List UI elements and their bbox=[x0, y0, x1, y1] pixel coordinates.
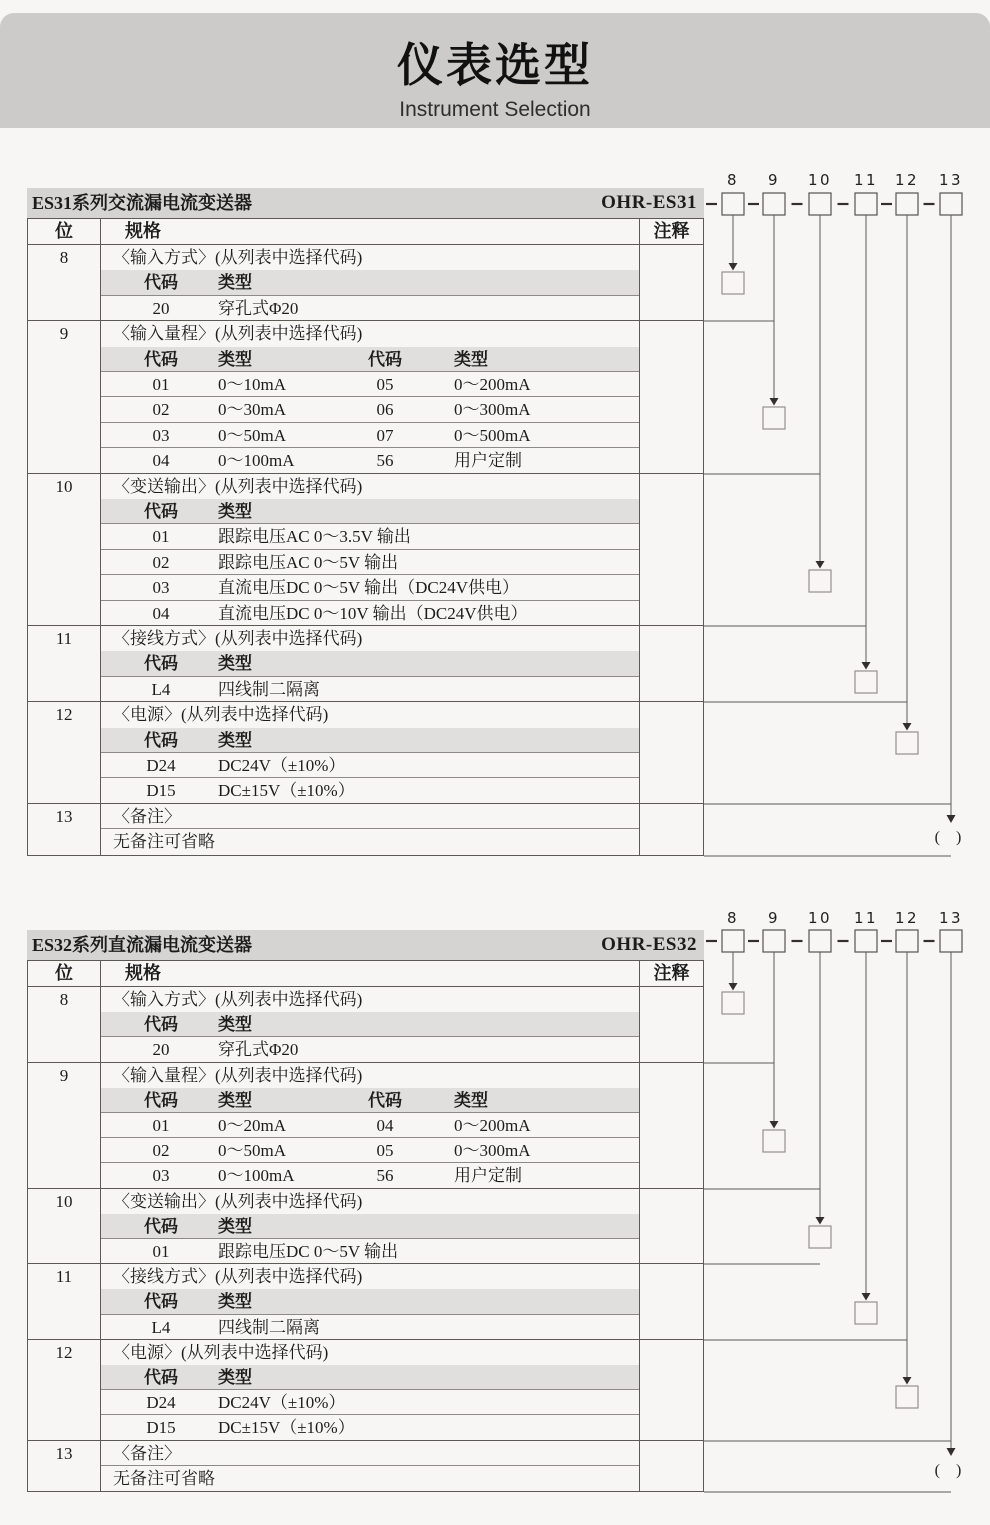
section-note bbox=[640, 1264, 703, 1339]
cell-code: 02 bbox=[152, 1141, 170, 1161]
cell-code: 02 bbox=[152, 400, 170, 420]
col-header-spec: 规格 bbox=[101, 219, 640, 244]
section-position: 11 bbox=[28, 626, 101, 701]
section-spec bbox=[101, 1264, 640, 1339]
colhead-code: 代码 bbox=[144, 349, 178, 369]
table-section bbox=[28, 987, 703, 1063]
colhead-type: 类型 bbox=[218, 654, 252, 674]
section-note bbox=[640, 1441, 703, 1491]
col-header-pos: 位 bbox=[28, 961, 101, 986]
table-section bbox=[28, 626, 703, 702]
cell-code: 01 bbox=[152, 1241, 170, 1261]
cell-type2: 用户定制 bbox=[454, 1166, 522, 1186]
colhead-code2: 代码 bbox=[368, 1090, 402, 1110]
section-title: 〈变送输出〉(从列表中选择代码) bbox=[113, 476, 363, 496]
cell-code: 03 bbox=[152, 578, 170, 598]
section-spec bbox=[101, 1189, 640, 1264]
position-label: 13 bbox=[938, 909, 964, 927]
section-position: 9 bbox=[28, 1063, 101, 1188]
position-label: 13 bbox=[938, 171, 964, 189]
cell-code: 03 bbox=[152, 425, 170, 445]
section-spec bbox=[101, 987, 640, 1062]
section-note bbox=[640, 626, 703, 701]
remark-parentheses: ( ) bbox=[934, 829, 968, 846]
spec-value-row: 无备注可省略 bbox=[113, 832, 215, 852]
section-position: 8 bbox=[28, 987, 101, 1062]
cell-code2: 05 bbox=[376, 374, 394, 394]
cell-type: 跟踪电压DC 0～5V 输出 bbox=[218, 1241, 399, 1261]
table-titlebar bbox=[27, 930, 704, 960]
arrow-down-icon bbox=[947, 815, 956, 823]
table-section bbox=[28, 474, 703, 626]
es32-selection-block bbox=[27, 930, 704, 1492]
arrow-down-icon bbox=[947, 1448, 956, 1456]
arrow-down-icon bbox=[903, 1377, 912, 1385]
colhead-code: 代码 bbox=[144, 1367, 178, 1387]
col-header-note: 注释 bbox=[653, 221, 690, 241]
cell-type: DC24V（±10%） bbox=[218, 755, 346, 775]
cell-code: L4 bbox=[151, 679, 171, 699]
cell-code2: 07 bbox=[376, 425, 394, 445]
cell-code: 20 bbox=[152, 1040, 170, 1060]
arrow-down-icon bbox=[816, 561, 825, 569]
spec-value-row bbox=[101, 753, 639, 778]
code-digit-box bbox=[809, 930, 831, 952]
cell-code: 01 bbox=[152, 374, 170, 394]
code-digit-box bbox=[896, 930, 918, 952]
cell-type: 四线制二隔离 bbox=[218, 1317, 320, 1337]
section-note bbox=[640, 1340, 703, 1440]
cell-type: 0～50mA bbox=[218, 1141, 286, 1161]
section-position: 12 bbox=[28, 1340, 101, 1440]
arrow-down-icon bbox=[729, 983, 738, 991]
spec-value-row bbox=[101, 1037, 639, 1062]
section-note bbox=[640, 1063, 703, 1188]
spec-value-row bbox=[101, 1138, 639, 1163]
table-section bbox=[28, 804, 703, 855]
code-digit-box bbox=[896, 193, 918, 215]
spec-value-row bbox=[101, 423, 639, 448]
spec-colhead-row bbox=[101, 1365, 639, 1390]
code-digit-box bbox=[809, 193, 831, 215]
section-title: 〈变送输出〉(从列表中选择代码) bbox=[113, 1191, 363, 1211]
table-title: ES32系列直流漏电流变送器 bbox=[32, 935, 253, 955]
target-code-box bbox=[896, 1386, 918, 1408]
code-digit-box bbox=[855, 930, 877, 952]
spec-colhead-row bbox=[101, 499, 639, 524]
code-digit-box bbox=[763, 930, 785, 952]
cell-code: 04 bbox=[152, 451, 170, 471]
table-section bbox=[28, 245, 703, 321]
colhead-code: 代码 bbox=[144, 1216, 178, 1236]
section-title: 〈备注〉 bbox=[101, 1441, 639, 1466]
spec-value-row bbox=[101, 448, 639, 473]
spec-value-row bbox=[101, 778, 639, 803]
es31-selection-block bbox=[27, 188, 704, 856]
cell-type: 0～30mA bbox=[218, 400, 286, 420]
position-label: 10 bbox=[807, 171, 833, 189]
spec-value-row bbox=[101, 601, 639, 626]
target-code-box bbox=[855, 1302, 877, 1324]
colhead-type: 类型 bbox=[218, 349, 252, 369]
section-position: 10 bbox=[28, 1189, 101, 1264]
model-code: OHR-ES32 bbox=[601, 934, 697, 955]
spec-colhead-row bbox=[101, 1012, 639, 1037]
cell-type: 跟踪电压AC 0～3.5V 输出 bbox=[218, 527, 411, 547]
section-note bbox=[640, 321, 703, 472]
section-position: 12 bbox=[28, 702, 101, 803]
colhead-type2: 类型 bbox=[454, 349, 488, 369]
section-spec bbox=[101, 321, 640, 472]
colhead-type: 类型 bbox=[218, 730, 252, 750]
colhead-code: 代码 bbox=[144, 1090, 178, 1110]
colhead-type: 类型 bbox=[218, 1015, 252, 1035]
cell-type: 0～10mA bbox=[218, 374, 286, 394]
cell-type: 0～100mA bbox=[218, 1166, 295, 1186]
cell-code: 03 bbox=[152, 1166, 170, 1186]
section-title: 〈输入方式〉(从列表中选择代码) bbox=[113, 990, 363, 1009]
colhead-code: 代码 bbox=[144, 501, 178, 521]
section-spec bbox=[101, 474, 640, 625]
section-position: 13 bbox=[28, 1441, 101, 1491]
model-code: OHR-ES31 bbox=[601, 192, 697, 213]
table-section bbox=[28, 1441, 703, 1491]
col-header-note: 注释 bbox=[653, 963, 690, 983]
code-digit-box bbox=[855, 193, 877, 215]
position-label: 8 bbox=[726, 171, 740, 189]
arrow-down-icon bbox=[862, 1293, 871, 1301]
cell-type: DC±15V（±10%） bbox=[218, 1418, 355, 1438]
spec-colhead-row bbox=[101, 270, 639, 295]
target-code-box bbox=[763, 1130, 785, 1152]
spec-value-row bbox=[101, 1390, 639, 1415]
spec-colhead-row bbox=[101, 347, 639, 372]
section-note bbox=[640, 987, 703, 1062]
cell-code: 02 bbox=[152, 552, 170, 572]
table-title: ES31系列交流漏电流变送器 bbox=[32, 193, 253, 213]
page-subtitle: Instrument Selection bbox=[399, 98, 591, 121]
cell-type: 穿孔式Φ20 bbox=[218, 298, 299, 318]
colhead-type: 类型 bbox=[218, 501, 252, 521]
cell-type: DC24V（±10%） bbox=[218, 1393, 346, 1413]
spec-value-row bbox=[101, 1239, 639, 1264]
cell-type2: 0～300mA bbox=[454, 1141, 531, 1161]
section-spec bbox=[101, 1441, 640, 1491]
colhead-code: 代码 bbox=[144, 730, 178, 750]
colhead-type2: 类型 bbox=[454, 1090, 488, 1110]
table-section bbox=[28, 1063, 703, 1189]
table-section bbox=[28, 702, 703, 804]
cell-code2: 04 bbox=[376, 1115, 394, 1135]
cell-code: D24 bbox=[146, 755, 176, 775]
section-title: 〈输入方式〉(从列表中选择代码) bbox=[113, 248, 363, 267]
position-label: 9 bbox=[767, 909, 781, 927]
spec-colhead-row bbox=[101, 651, 639, 676]
col-header-pos: 位 bbox=[28, 219, 101, 244]
target-code-box bbox=[763, 407, 785, 429]
table-section bbox=[28, 1264, 703, 1340]
section-position: 9 bbox=[28, 321, 101, 472]
section-note bbox=[640, 474, 703, 625]
colhead-type: 类型 bbox=[218, 273, 252, 293]
cell-type: 跟踪电压AC 0～5V 输出 bbox=[218, 552, 399, 572]
spec-value-row bbox=[101, 575, 639, 600]
spec-colhead-row bbox=[101, 1289, 639, 1314]
cell-code: 01 bbox=[152, 1115, 170, 1135]
colhead-code: 代码 bbox=[144, 273, 178, 293]
code-digit-box bbox=[722, 930, 744, 952]
spec-value-row bbox=[101, 677, 639, 702]
table-section bbox=[28, 321, 703, 473]
spec-value-row bbox=[101, 524, 639, 549]
cell-type: 四线制二隔离 bbox=[218, 679, 320, 699]
cell-type: 0～100mA bbox=[218, 451, 295, 471]
cell-type2: 用户定制 bbox=[454, 451, 522, 471]
table-header-row bbox=[28, 219, 703, 245]
cell-code2: 56 bbox=[376, 451, 394, 471]
section-note bbox=[640, 702, 703, 803]
position-label: 12 bbox=[894, 909, 920, 927]
section-title: 〈备注〉 bbox=[101, 804, 639, 829]
section-title: 〈接线方式〉(从列表中选择代码) bbox=[113, 1267, 363, 1287]
cell-code: 20 bbox=[152, 298, 170, 318]
cell-code: D24 bbox=[146, 1393, 176, 1413]
arrow-down-icon bbox=[903, 723, 912, 731]
arrow-down-icon bbox=[862, 662, 871, 670]
target-code-box bbox=[722, 272, 744, 294]
table-header-row bbox=[28, 961, 703, 987]
spec-value-row bbox=[101, 397, 639, 422]
colhead-type: 类型 bbox=[218, 1216, 252, 1236]
code-digit-box bbox=[722, 193, 744, 215]
cell-code2: 05 bbox=[376, 1141, 394, 1161]
col-header-spec: 规格 bbox=[101, 961, 640, 986]
section-position: 8 bbox=[28, 245, 101, 320]
section-spec bbox=[101, 1063, 640, 1188]
section-spec bbox=[101, 804, 640, 855]
spec-value-row bbox=[101, 372, 639, 397]
arrow-down-icon bbox=[729, 263, 738, 271]
section-spec bbox=[101, 702, 640, 803]
target-code-box bbox=[855, 671, 877, 693]
section-note bbox=[640, 804, 703, 855]
cell-type2: 0～200mA bbox=[454, 1115, 531, 1135]
section-spec bbox=[101, 626, 640, 701]
cell-type: 直流电压DC 0～5V 输出（DC24V供电） bbox=[218, 578, 519, 598]
cell-code2: 06 bbox=[376, 400, 394, 420]
position-label: 11 bbox=[853, 171, 879, 189]
spec-value-row bbox=[101, 550, 639, 575]
code-digit-box bbox=[763, 193, 785, 215]
table-section bbox=[28, 1340, 703, 1441]
cell-type: 0～20mA bbox=[218, 1115, 286, 1135]
spec-value-row bbox=[101, 1113, 639, 1138]
target-code-box bbox=[809, 570, 831, 592]
position-label: 10 bbox=[807, 909, 833, 927]
cell-type: 直流电压DC 0～10V 输出（DC24V供电） bbox=[218, 603, 528, 623]
remark-parentheses: ( ) bbox=[934, 1462, 968, 1479]
cell-code2: 56 bbox=[376, 1166, 394, 1186]
position-label: 9 bbox=[767, 171, 781, 189]
target-code-box bbox=[896, 732, 918, 754]
code-digit-box bbox=[940, 930, 962, 952]
cell-code: L4 bbox=[151, 1317, 171, 1337]
cell-code: 01 bbox=[152, 527, 170, 547]
section-spec bbox=[101, 1340, 640, 1440]
colhead-type: 类型 bbox=[218, 1292, 252, 1312]
colhead-type: 类型 bbox=[218, 1090, 252, 1110]
selection-table bbox=[27, 960, 704, 1492]
position-label: 8 bbox=[726, 909, 740, 927]
colhead-code2: 代码 bbox=[368, 349, 402, 369]
cell-type: DC±15V（±10%） bbox=[218, 781, 355, 801]
cell-type2: 0～500mA bbox=[454, 425, 531, 445]
section-position: 11 bbox=[28, 1264, 101, 1339]
spec-value-row bbox=[101, 1163, 639, 1188]
spec-colhead-row bbox=[101, 1088, 639, 1113]
spec-value-row bbox=[101, 1415, 639, 1440]
colhead-code: 代码 bbox=[144, 654, 178, 674]
cell-type: 穿孔式Φ20 bbox=[218, 1040, 299, 1060]
spec-colhead-row bbox=[101, 728, 639, 753]
section-title: 〈电源〉(从列表中选择代码) bbox=[113, 705, 329, 725]
section-position: 13 bbox=[28, 804, 101, 855]
colhead-type: 类型 bbox=[218, 1367, 252, 1387]
section-position: 10 bbox=[28, 474, 101, 625]
table-titlebar bbox=[27, 188, 704, 218]
cell-type2: 0～200mA bbox=[454, 374, 531, 394]
cell-type2: 0～300mA bbox=[454, 400, 531, 420]
section-title: 〈输入量程〉(从列表中选择代码) bbox=[113, 324, 363, 344]
section-title: 〈接线方式〉(从列表中选择代码) bbox=[113, 628, 363, 648]
cell-type: 0～50mA bbox=[218, 425, 286, 445]
colhead-code: 代码 bbox=[144, 1292, 178, 1312]
table-body bbox=[28, 245, 703, 855]
table-body bbox=[28, 987, 703, 1491]
section-spec bbox=[101, 245, 640, 320]
spec-value-row: 无备注可省略 bbox=[113, 1468, 215, 1488]
position-label: 11 bbox=[853, 909, 879, 927]
cell-code: D15 bbox=[146, 1418, 176, 1438]
code-digit-box bbox=[940, 193, 962, 215]
target-code-box bbox=[809, 1226, 831, 1248]
target-code-box bbox=[722, 992, 744, 1014]
section-note bbox=[640, 1189, 703, 1264]
table-section bbox=[28, 1189, 703, 1265]
spec-colhead-row bbox=[101, 1214, 639, 1239]
section-title: 〈电源〉(从列表中选择代码) bbox=[113, 1342, 329, 1362]
section-note bbox=[640, 245, 703, 320]
arrow-down-icon bbox=[770, 1121, 779, 1129]
cell-code: D15 bbox=[146, 781, 176, 801]
spec-value-row bbox=[101, 1315, 639, 1340]
colhead-code: 代码 bbox=[144, 1015, 178, 1035]
page-title: 仪表选型 bbox=[397, 39, 593, 91]
section-title: 〈输入量程〉(从列表中选择代码) bbox=[113, 1065, 363, 1085]
arrow-down-icon bbox=[770, 398, 779, 406]
cell-code: 04 bbox=[152, 603, 170, 623]
selection-table bbox=[27, 218, 704, 856]
page-header bbox=[0, 13, 990, 128]
position-label: 12 bbox=[894, 171, 920, 189]
arrow-down-icon bbox=[816, 1217, 825, 1225]
spec-value-row bbox=[101, 296, 639, 321]
